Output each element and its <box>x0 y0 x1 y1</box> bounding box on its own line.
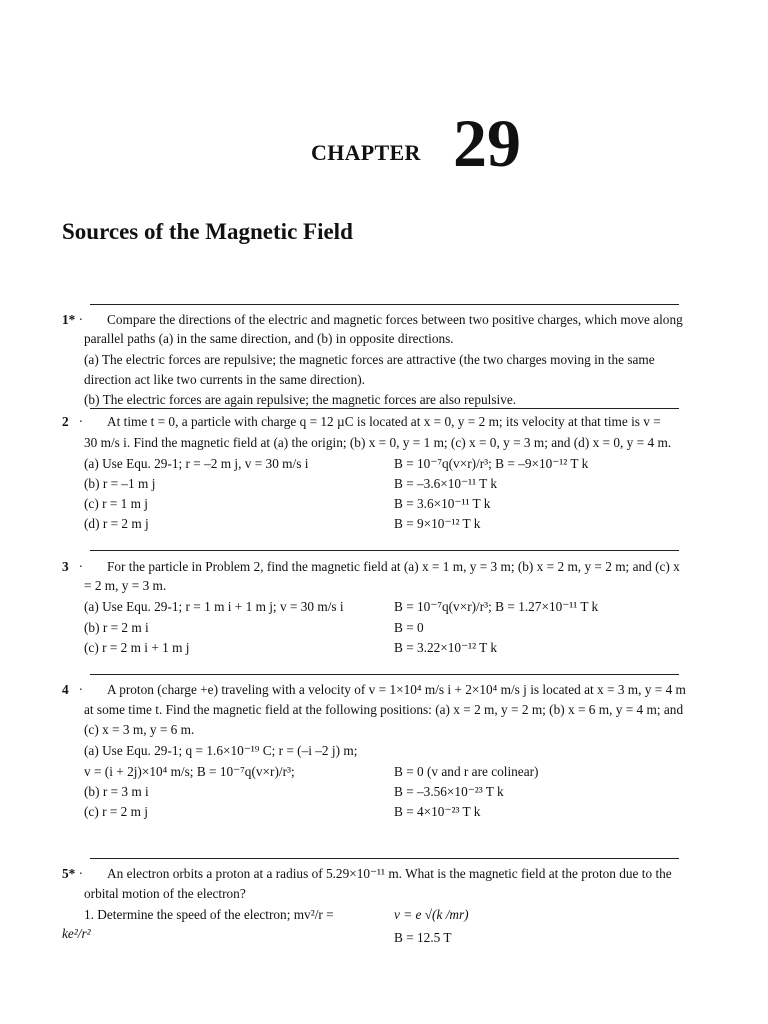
problem-text: An electron orbits a proton at a radius of 5.29×10⁻¹¹ m. What is the magnetic field at the proton due to the <box>107 866 672 881</box>
divider-rule <box>90 858 679 859</box>
solution-step: (c) r = 2 m i + 1 m j <box>84 640 190 655</box>
solution-result: B = 9×10⁻¹² T k <box>394 516 481 531</box>
divider-rule <box>90 674 679 675</box>
problem-number: 5* · <box>62 866 84 881</box>
problem-number: 3 · <box>62 559 84 574</box>
problem-text: parallel paths (a) in the same direction, and (b) in opposite directions. <box>84 331 454 346</box>
divider-rule <box>90 408 679 409</box>
problem-text: A proton (charge +e) traveling with a velocity of v = 1×10⁴ m/s i + 2×10⁴ m/s j is located at x = 3 m, y = 4 m <box>107 682 686 697</box>
page-title: Sources of the Magnetic Field <box>62 219 353 244</box>
problem-text: For the particle in Problem 2, find the magnetic field at (a) x = 1 m, y = 3 m; (b) x = 2 m, y = 2 m; and (c) x <box>107 559 680 574</box>
solution-result: B = –3.6×10⁻¹¹ T k <box>394 476 498 491</box>
problem-text: orbital motion of the electron? <box>84 886 246 901</box>
solution-text: direction act like two currents in the same direction). <box>84 372 365 387</box>
solution-result: B = 4×10⁻²³ T k <box>394 804 481 819</box>
divider-rule <box>90 304 679 305</box>
solution-step: (c) r = 1 m j <box>84 496 148 511</box>
solution-step: ke²/r² <box>62 926 91 941</box>
solution-result: v = e √(k /mr) <box>394 907 469 922</box>
solution-step: (c) r = 2 m j <box>84 804 148 819</box>
solution-result: B = 10⁻⁷q(v×r)/r³; B = 1.27×10⁻¹¹ T k <box>394 599 599 614</box>
solution-step: (d) r = 2 m j <box>84 516 149 531</box>
solution-result: B = 12.5 T <box>394 930 452 945</box>
problem-text: Compare the directions of the electric and magnetic forces between two positive charges, which move along <box>107 312 683 327</box>
problem-number: 1* · <box>62 312 84 327</box>
solution-step: (a) Use Equ. 29-1; r = 1 m i + 1 m j; v = 30 m/s i <box>84 599 344 614</box>
solution-step: (b) r = 2 m i <box>84 620 149 635</box>
problem-number: 2 · <box>62 414 84 429</box>
solution-result: B = 10⁻⁷q(v×r)/r³; B = –9×10⁻¹² T k <box>394 456 589 471</box>
solution-step: (a) Use Equ. 29-1; r = –2 m j, v = 30 m/s i <box>84 456 309 471</box>
solution-step: (b) r = 3 m i <box>84 784 149 799</box>
problem-text: at some time t. Find the magnetic field at the following positions: (a) x = 2 m, y = 2 m; (b) x = 6 m, y = 4 m; and <box>84 702 684 717</box>
problem-text: At time t = 0, a particle with charge q = 12 µC is located at x = 0, y = 2 m; its velocity at that time is v = <box>107 414 661 429</box>
solution-text: (b) The electric forces are again repulsive; the magnetic forces are also repulsive. <box>84 392 517 407</box>
solution-step: (b) r = –1 m j <box>84 476 156 491</box>
chapter-number: 29 <box>453 105 521 181</box>
solution-result: B = 3.6×10⁻¹¹ T k <box>394 496 491 511</box>
solution-step: v = (i + 2j)×10⁴ m/s; B = 10⁻⁷q(v×r)/r³; <box>84 764 295 779</box>
solution-result: B = 3.22×10⁻¹² T k <box>394 640 498 655</box>
solution-result: B = –3.56×10⁻²³ T k <box>394 784 504 799</box>
problem-number: 4 · <box>62 682 84 697</box>
solution-result: B = 0 (v and r are colinear) <box>394 764 539 779</box>
solution-text: (a) The electric forces are repulsive; the magnetic forces are attractive (the two charges moving in the same <box>84 352 655 367</box>
problem-text: (c) x = 3 m, y = 6 m. <box>84 722 195 737</box>
problem-text: 30 m/s i. Find the magnetic field at (a) the origin; (b) x = 0, y = 1 m; (c) x = 0, y = 3 m; and (d) x = 0, y = 4 m. <box>84 435 672 450</box>
problem-text: = 2 m, y = 3 m. <box>84 578 167 593</box>
solution-step: 1. Determine the speed of the electron; mv²/r = <box>84 907 334 922</box>
solution-step: (a) Use Equ. 29-1; q = 1.6×10⁻¹⁹ C; r = (–i –2 j) m; <box>84 743 358 758</box>
solution-result: B = 0 <box>394 620 424 635</box>
chapter-label: CHAPTER <box>311 140 421 165</box>
divider-rule <box>90 550 679 551</box>
